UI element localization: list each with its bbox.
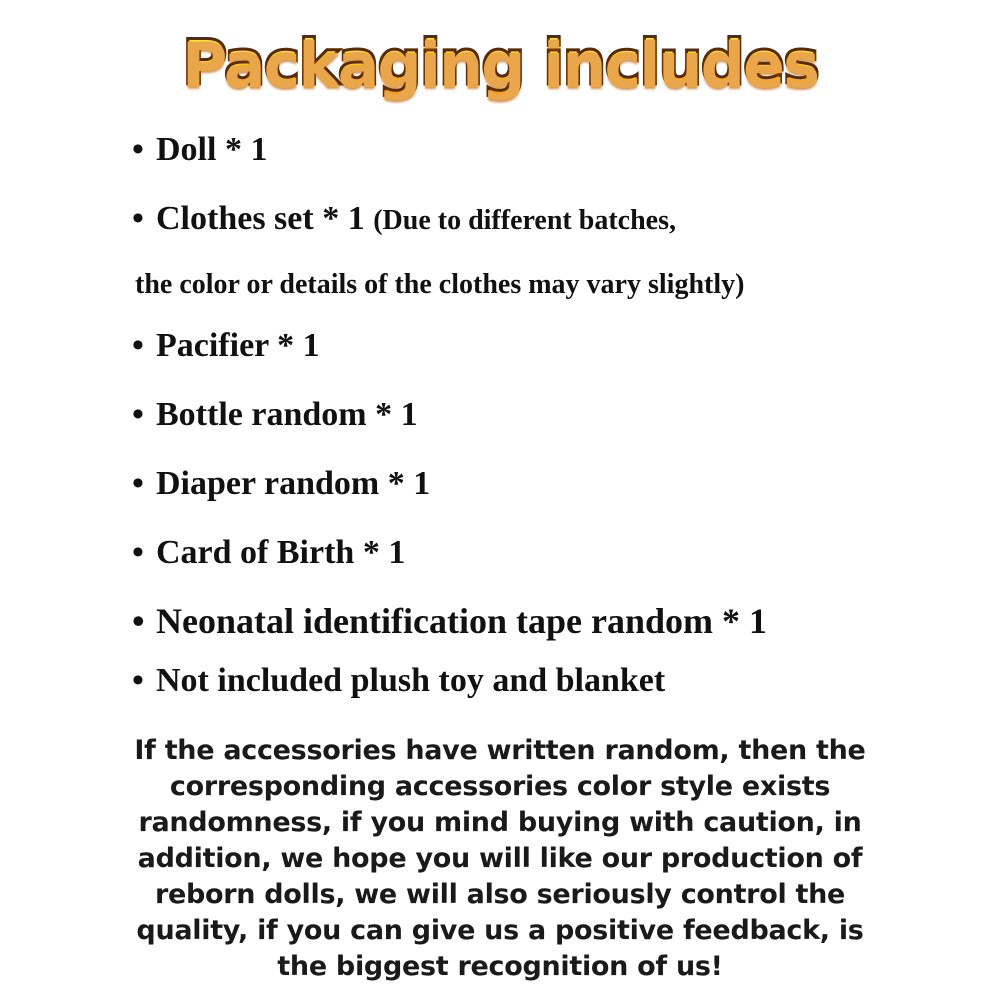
page-title-text: Packaging includes [182,18,818,108]
disclaimer-line: randomness, if you mind buying with caution, in [138,807,862,838]
disclaimer-line: addition, we hope you will like our production of [137,843,863,874]
list-item-doll [132,130,267,170]
list-item-note: (Due to different batches, [373,205,676,236]
list-item-label: Doll * 1 [156,131,268,168]
list-item-not-included [132,661,665,701]
list-item-label: Diaper random * 1 [156,465,431,502]
bullet-icon: • [132,327,144,364]
list-item-bottle [132,395,418,435]
list-item-label: Not included plush toy and blanket [156,662,666,699]
disclaimer-line: reborn dolls, we will also seriously control the [154,879,846,910]
list-item-continuation-text: the color or details of the clothes may vary slightly) [135,269,745,300]
disclaimer-line: corresponding accessories color style exists [169,771,831,802]
bullet-icon: • [132,534,144,571]
bullet-icon: • [132,131,144,168]
list-item-card-of-birth [132,533,405,573]
bullet-icon: • [132,465,144,502]
disclaimer-paragraph [100,733,900,985]
list-item-continuation [135,266,744,304]
bullet-icon: • [132,396,144,433]
list-item-label: Clothes set * 1 [156,200,374,237]
list-item-label: Neonatal identification tape random * 1 [156,601,767,641]
list-item-clothes-set [132,199,676,241]
list-item-identification-tape [132,601,767,641]
list-item-label: Pacifier * 1 [156,327,320,364]
list-item-pacifier [132,326,320,366]
list-item-label: Bottle random * 1 [156,396,418,433]
disclaimer-line: quality, if you can give us a positive feedback, is [136,915,864,946]
bullet-icon: • [132,662,144,699]
bullet-icon: • [132,601,145,641]
disclaimer-line: If the accessories have written random, then the [134,735,866,766]
list-item-label: Card of Birth * 1 [156,534,406,571]
bullet-icon: • [132,200,144,237]
disclaimer-line: the biggest recognition of us! [277,951,723,982]
list-item-diaper [132,464,430,504]
